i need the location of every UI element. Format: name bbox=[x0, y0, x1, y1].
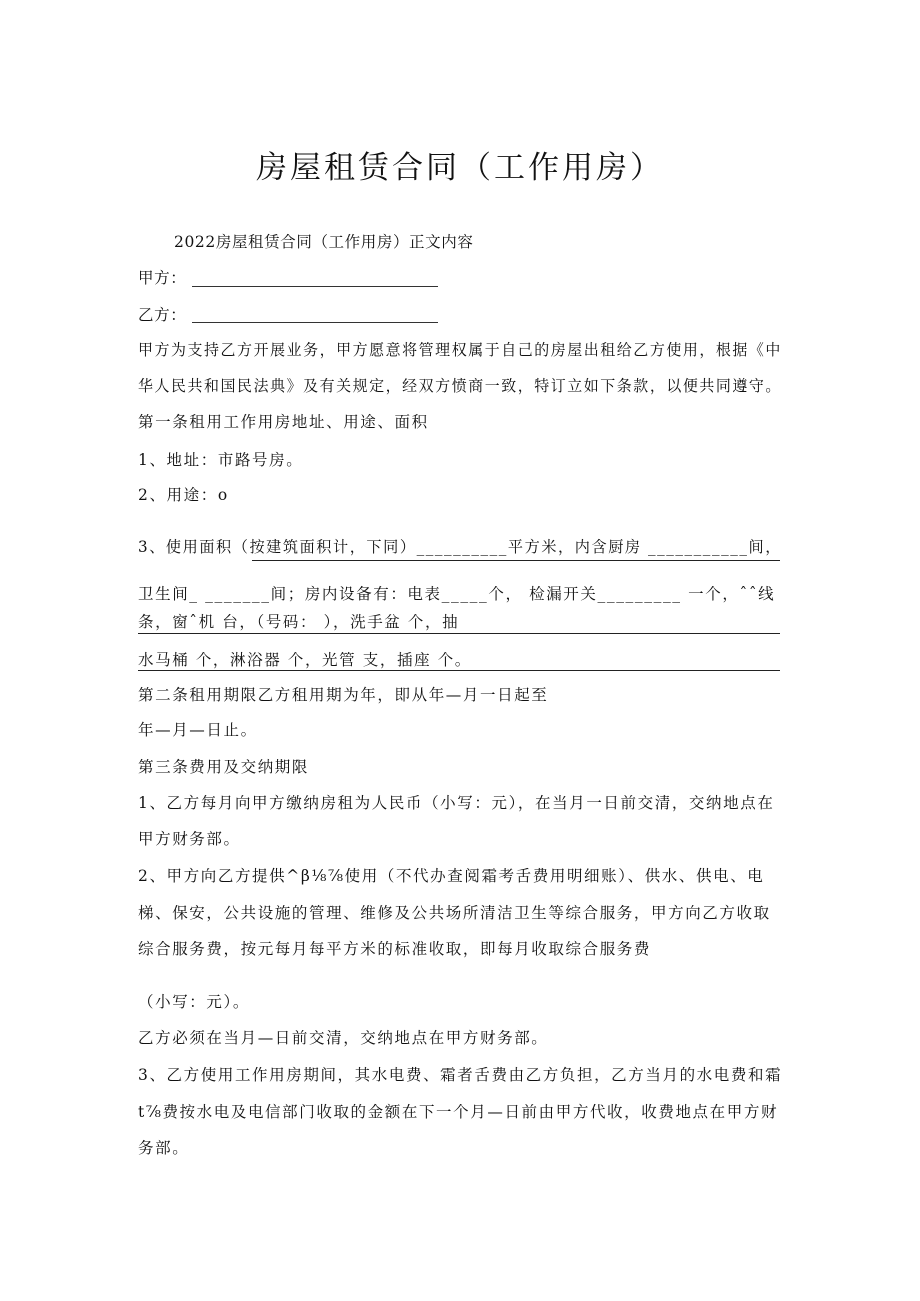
article-1-item-1: 1、地址：市路号房。 bbox=[138, 451, 304, 469]
subtitle: 2022房屋租赁合同（工作用房）正文内容 bbox=[174, 233, 474, 251]
article-3-item-2a: 2、甲方向乙方提供^β⅛⅞使用（不代办查阅霜考舌费用明细账）、供水、供电、电 bbox=[138, 867, 765, 885]
article-2-line-2: 年—月—日止。 bbox=[138, 721, 258, 739]
article-1-equipment-1: 卫生间_ _______间；房内设备有：电表_____个， 检漏开关_________ 一个，ˆˆ线 bbox=[138, 585, 776, 603]
article-3-item-3a: 3、乙方使用工作用房期间，其水电费、霜者舌费由乙方负担，乙方当月的水电费和霜 bbox=[138, 1066, 783, 1084]
article-3-item-2e: 乙方必须在当月—日前交清，交纳地点在甲方财务部。 bbox=[138, 1029, 549, 1047]
article-1-item-3: 3、使用面积（按建筑面积计，下同）__________平方米，内含厨房 ___________间， bbox=[138, 538, 782, 556]
document-title: 房屋租赁合同（工作用房） bbox=[256, 150, 664, 186]
article-3-item-1a: 1、乙方每月向甲方缴纳房租为人民币（小写：元），在当月一日前交清，交纳地点在 bbox=[138, 794, 775, 812]
intro-line-1: 甲方为支持乙方开展业务，甲方愿意将管理权属于自己的房屋出租给乙方使用，根据《中 bbox=[138, 341, 782, 359]
party-b-label: 乙方： bbox=[138, 306, 187, 324]
article-3-item-2c: 综合服务费，按元每月每平方米的标准收取，即每月收取综合服务费 bbox=[138, 940, 652, 958]
article-3-item-2b: 梯、保安，公共设施的管理、维修及公共场所清洁卫生等综合服务，甲方向乙方收取 bbox=[138, 904, 771, 922]
article-3-item-2d: （小写：元）。 bbox=[138, 993, 250, 1011]
form-rule-3 bbox=[138, 670, 780, 671]
article-3-item-1b: 甲方财务部。 bbox=[138, 830, 241, 848]
article-3-title: 第三条费用及交纳期限 bbox=[138, 758, 310, 776]
article-1-equipment-3: 水马桶 个，淋浴器 个，光管 支，插座 个。 bbox=[138, 651, 472, 669]
article-1-item-2: 2、用途：o bbox=[138, 486, 229, 504]
article-1-title: 第一条租用工作用房地址、用途、面积 bbox=[138, 413, 429, 431]
article-3-item-3c: 务部。 bbox=[138, 1139, 190, 1157]
article-1-equipment-2: 条，窗ˆ机 台，（号码： ），洗手盆 个，抽 bbox=[138, 613, 460, 631]
article-2-line-1: 第二条租用期限乙方租用期为年，即从年—月一日起至 bbox=[138, 686, 549, 704]
party-b-blank bbox=[192, 322, 438, 323]
party-a-label: 甲方： bbox=[138, 269, 187, 287]
form-rule-1 bbox=[252, 560, 780, 561]
article-3-item-3b: t⅞费按水电及电信部门收取的金额在下一个月—日前由甲方代收，收费地点在甲方财 bbox=[138, 1103, 779, 1121]
form-rule-2 bbox=[138, 633, 780, 634]
party-a-blank bbox=[192, 286, 438, 287]
intro-line-2: 华人民共和国民法典》及有关规定，经双方愤商一致，特订立如下条款，以便共同遵守。 bbox=[138, 377, 782, 395]
